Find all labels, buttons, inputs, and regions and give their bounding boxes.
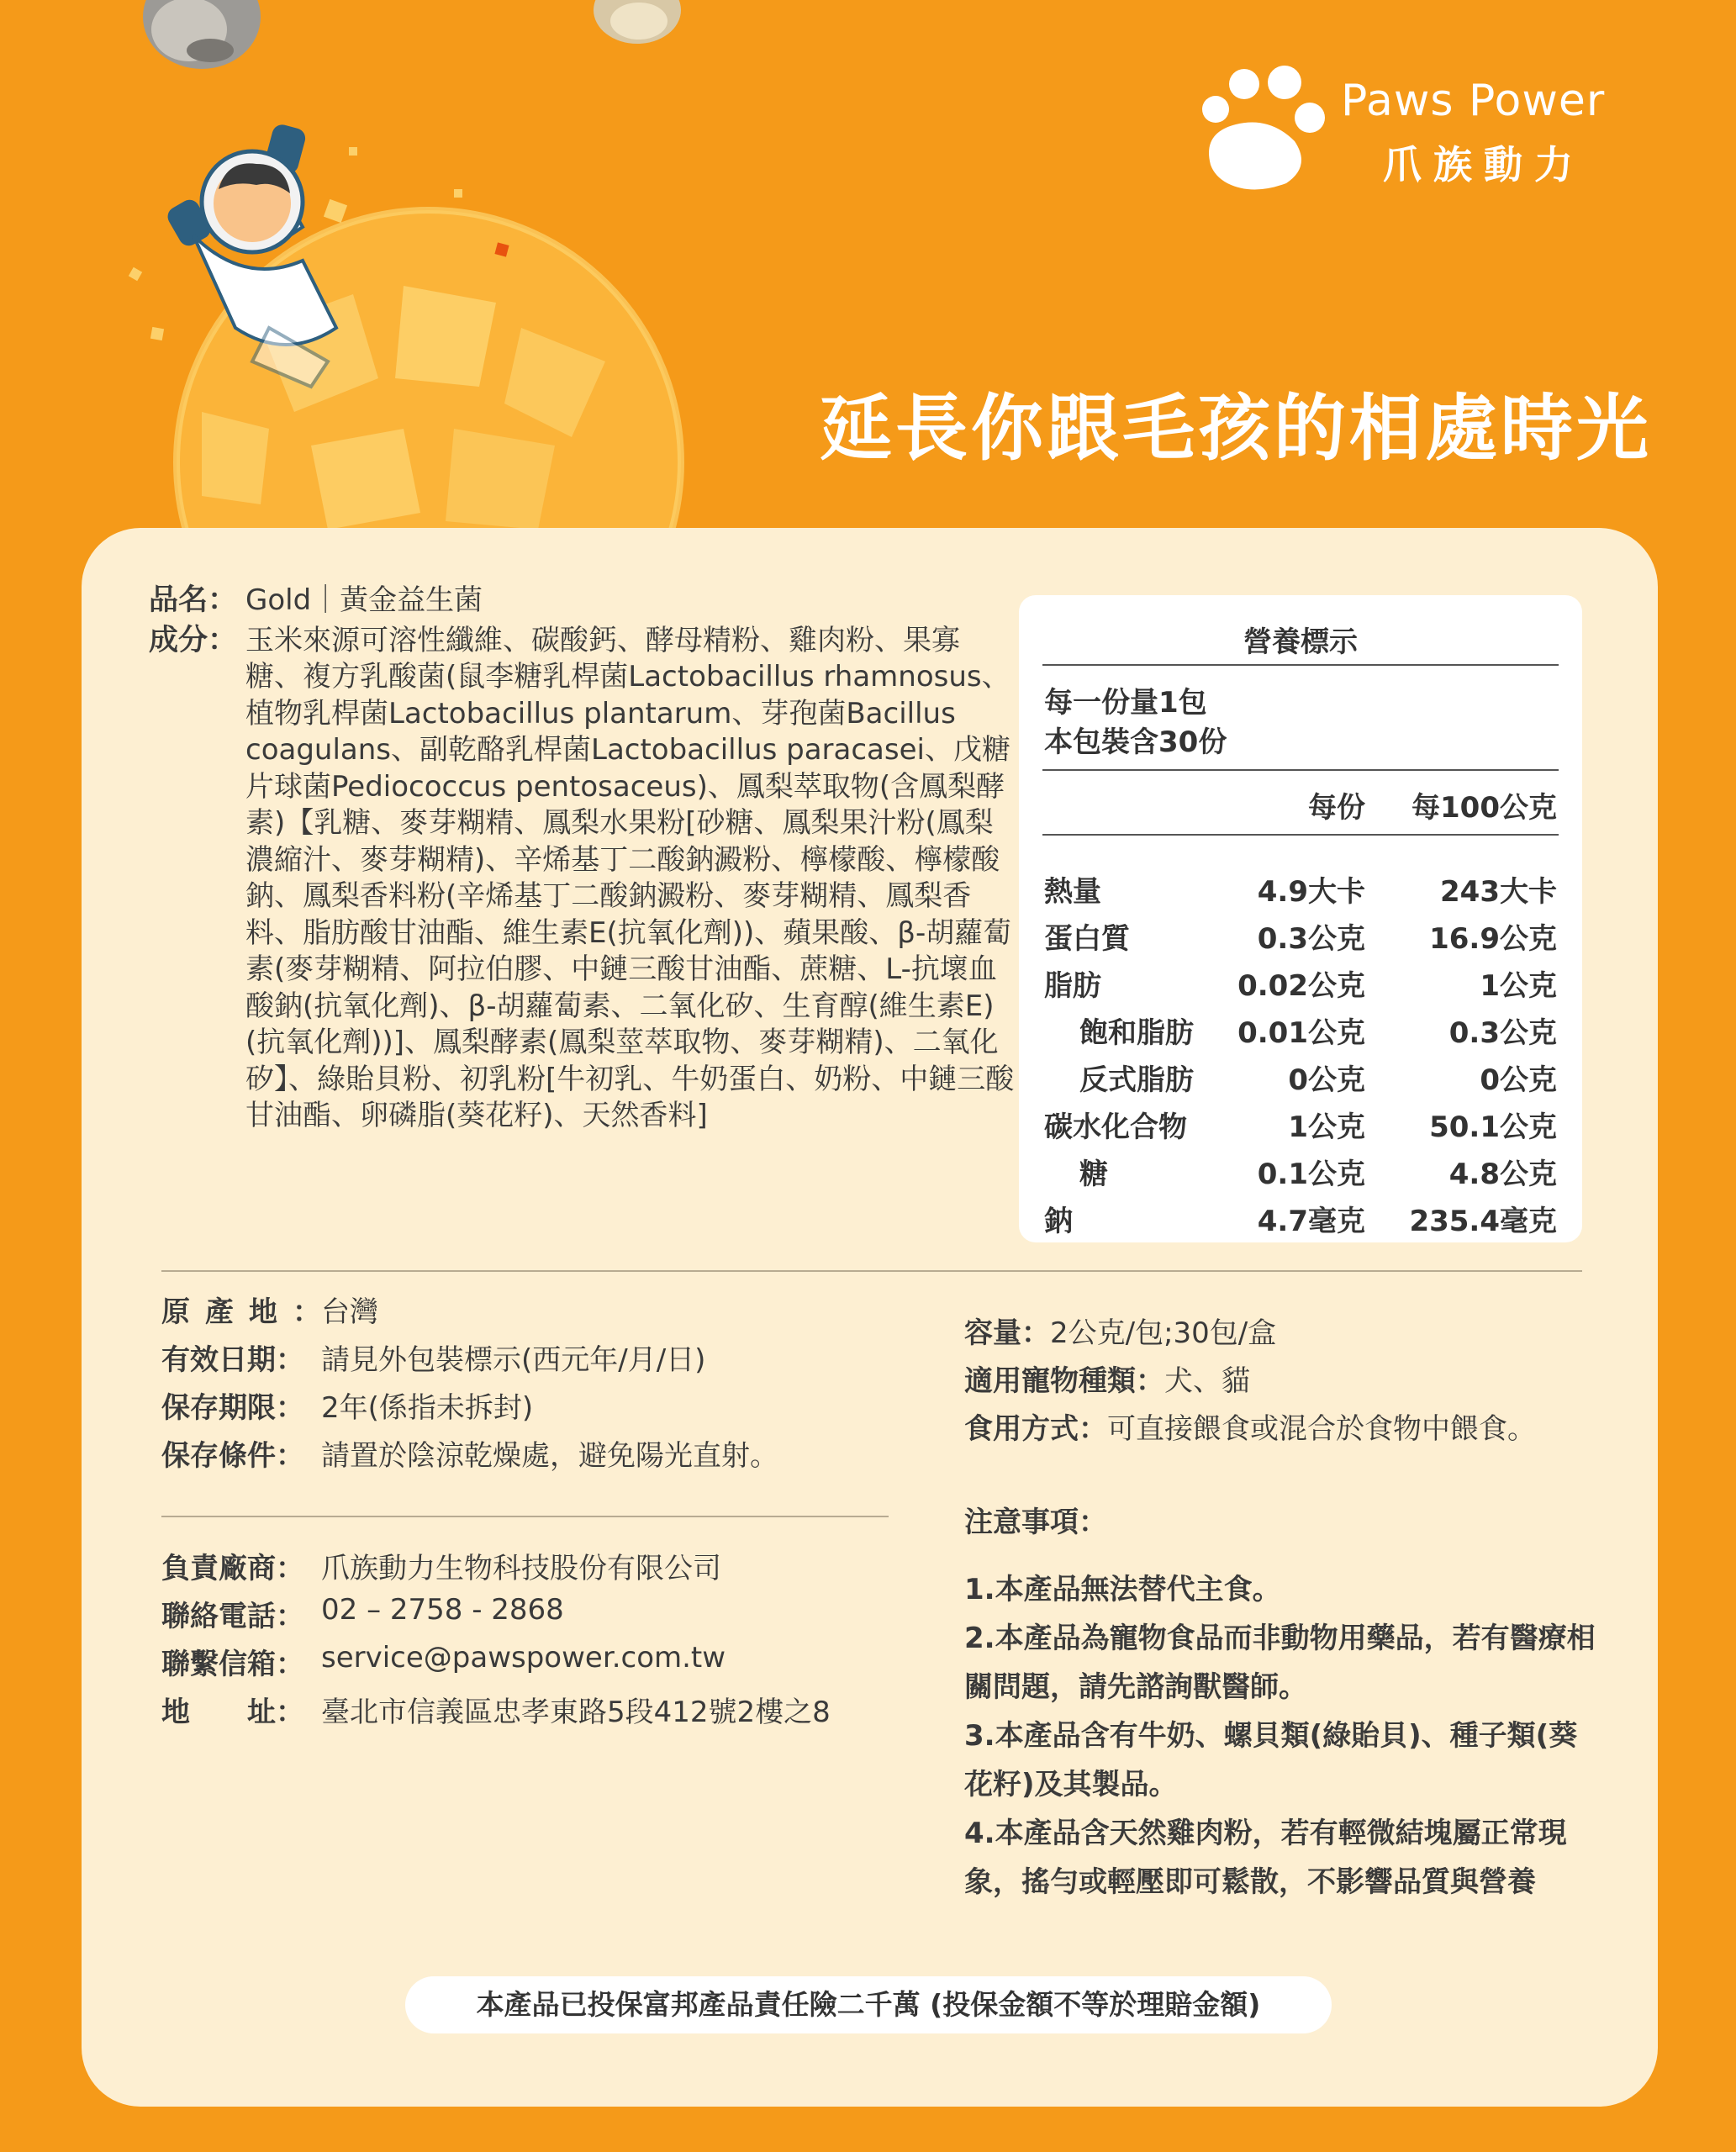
nutrient-name: 熱量 — [1044, 875, 1101, 909]
section-divider — [161, 1270, 1582, 1272]
nutrition-facts — [1019, 595, 1582, 1242]
nutrient-name: 脂肪 — [1044, 969, 1101, 1003]
nutrient-per-serving: 0.1公克 — [1257, 1158, 1365, 1191]
email-value: service@pawspower.com.tw — [321, 1641, 726, 1675]
phone-label: 聯絡電話： — [161, 1600, 304, 1633]
origin-value: 台灣 — [321, 1295, 378, 1329]
nutrient-name: 蛋白質 — [1044, 922, 1130, 956]
nutrition-row — [1019, 868, 1582, 915]
brand-name-en: Paws Power — [1341, 76, 1606, 126]
nutrient-per-serving: 0.3公克 — [1257, 922, 1365, 956]
nutrient-per-100g: 4.8公克 — [1448, 1158, 1557, 1191]
nutrition-row — [1019, 1151, 1582, 1198]
nutrition-row — [1019, 963, 1582, 1010]
nutrition-row — [1019, 1198, 1582, 1245]
usage-method-label: 食用方式： — [964, 1412, 1107, 1446]
headline: 延長你跟毛孩的相處時光 — [820, 387, 1652, 471]
maker-label: 負責廠商： — [161, 1552, 304, 1585]
nutrient-per-100g: 0.3公克 — [1448, 1016, 1557, 1050]
nutrient-name: 糖 — [1079, 1158, 1108, 1191]
nutrient-per-serving: 0公克 — [1288, 1063, 1365, 1097]
info-card — [82, 528, 1658, 2107]
capacity-value: 2公克/包;30包/盒 — [1050, 1316, 1277, 1350]
maker-value: 爪族動力生物科技股份有限公司 — [321, 1552, 721, 1585]
planet-astronaut-illustration — [101, 109, 740, 546]
ingredients-label: 成分： — [149, 623, 238, 657]
note-item: 4.本產品含天然雞肉粉，若有輕微結塊屬正常現象，搖勻或輕壓即可鬆散，不影響品質與營養 — [964, 1817, 1567, 1899]
nutrient-per-serving: 4.9大卡 — [1257, 875, 1365, 909]
nutrient-per-serving: 4.7毫克 — [1257, 1205, 1365, 1238]
address-label: 地 址： — [161, 1696, 304, 1729]
product-ingredients — [149, 583, 1015, 1135]
product-details — [161, 1289, 778, 1480]
nutrient-name: 反式脂肪 — [1079, 1063, 1194, 1097]
nutrition-divider — [1042, 664, 1559, 666]
nutrient-per-100g: 50.1公克 — [1429, 1110, 1557, 1144]
nutrient-per-100g: 1公克 — [1480, 969, 1557, 1003]
notes-title: 注意事項： — [964, 1506, 1107, 1539]
nutrition-row — [1019, 1010, 1582, 1057]
nutrition-row — [1019, 915, 1582, 963]
nutrition-title: 營養標示 — [1243, 625, 1358, 659]
storage-label: 保存條件： — [161, 1439, 304, 1473]
nutrient-per-serving: 0.02公克 — [1237, 969, 1365, 1003]
serving-size: 每一份量1包 — [1044, 686, 1207, 720]
storage-value: 請置於陰涼乾燥處，避免陽光直射。 — [321, 1439, 778, 1473]
nutrition-divider — [1042, 769, 1559, 771]
product-name-value: Gold｜黃金益生菌 — [245, 583, 483, 617]
nutrient-per-100g: 0公克 — [1480, 1063, 1557, 1097]
nutrition-row — [1019, 1104, 1582, 1151]
brand-name-zh: 爪族動力 — [1383, 142, 1585, 187]
usage-method-value: 可直接餵食或混合於食物中餵食。 — [1107, 1412, 1536, 1446]
insurance-banner: 本產品已投保富邦產品責任險二千萬 (投保金額不等於理賠金額) — [405, 1976, 1332, 2033]
note-item: 2.本產品為寵物食品而非動物用藥品，若有醫療相關問題，請先諮詢獸醫師。 — [964, 1622, 1596, 1704]
brand-logo — [1185, 66, 1681, 200]
notes-section — [964, 1499, 1603, 1907]
expiry-label: 有效日期： — [161, 1343, 304, 1377]
product-name-label: 品名： — [149, 583, 238, 617]
nutrition-row — [1019, 1057, 1582, 1104]
col-per-100g: 每100公克 — [1411, 791, 1557, 825]
nutrient-name: 碳水化合物 — [1044, 1110, 1187, 1144]
origin-label: 原產地： — [161, 1295, 336, 1329]
phone-value: 02 – 2758 - 2868 — [321, 1593, 564, 1627]
paw-logo-icon — [1185, 66, 1328, 192]
servings-per-package: 本包裝含30份 — [1044, 725, 1227, 759]
nutrient-per-serving: 1公克 — [1288, 1110, 1365, 1144]
shelf-life-value: 2年(係指未拆封) — [321, 1391, 534, 1425]
nutrient-per-serving: 0.01公克 — [1237, 1016, 1365, 1050]
usage-details — [964, 1310, 1536, 1453]
company-details — [161, 1545, 831, 1737]
address-value: 臺北市信義區忠孝東路5段412號2樓之8 — [321, 1696, 831, 1729]
shelf-life-label: 保存期限： — [161, 1391, 304, 1425]
capacity-label: 容量： — [964, 1316, 1050, 1350]
nutrient-per-100g: 243大卡 — [1440, 875, 1557, 909]
ingredients-value: 玉米來源可溶性纖維、碳酸鈣、酵母精粉、雞肉粉、果寡糖、複方乳酸菌(鼠李糖乳桿菌Lactobacillus rhamnosus、植物乳桿菌Lactobacillus plantarum、芽孢菌Bacillus coagulans、副乾酪乳桿菌Lactobacillus paracasei、戊糖片球菌Pediococcus pentosaceus)、鳳梨萃取物(含鳳梨酵素)【乳糖、麥芽糊精、鳳梨水果粉[砂糖、鳳梨果汁粉(鳳梨濃縮汁、麥芽糊精)、辛烯基丁二酸鈉澱粉、檸檬酸、檸檬酸鈉、鳳梨香料粉(辛烯基丁二酸鈉澱粉、麥芽糊精、鳳梨香料、脂肪酸甘油酯、維生素E(抗氧化劑))、蘋果酸、β-胡蘿蔔素(麥芽糊精、阿拉伯膠、中鏈三酸甘油酯、蔗糖、L-抗壞血酸鈉(抗氧化劑)、β-胡蘿蔔素、二氧化矽、生育醇(維生素E)(抗氧化劑))]、鳳梨酵素(鳳梨莖萃取物、麥芽糊精)、二氧化矽】、綠貽貝粉、初乳粉[牛初乳、牛奶蛋白、奶粉、中鏈三酸甘油酯、卵磷脂(葵花籽)、天然香料] — [245, 623, 1015, 1132]
plush-paws-illustration — [0, 0, 757, 84]
note-item: 1.本產品無法替代主食。 — [964, 1573, 1281, 1606]
nutrition-divider — [1042, 834, 1559, 836]
pet-type-label: 適用寵物種類： — [964, 1364, 1164, 1398]
expiry-value: 請見外包裝標示(西元年/月/日) — [321, 1343, 706, 1377]
email-label: 聯繫信箱： — [161, 1648, 304, 1681]
note-item: 3.本產品含有牛奶、螺貝類(綠貽貝)、種子類(葵花籽)及其製品。 — [964, 1719, 1578, 1801]
col-per-serving: 每份 — [1308, 791, 1365, 825]
nutrient-per-100g: 16.9公克 — [1429, 922, 1557, 956]
nutrient-name: 飽和脂肪 — [1079, 1016, 1194, 1050]
pet-type-value: 犬、貓 — [1164, 1364, 1250, 1398]
section-divider — [161, 1516, 889, 1517]
nutrient-name: 鈉 — [1044, 1205, 1073, 1238]
nutrient-per-100g: 235.4毫克 — [1409, 1205, 1557, 1238]
